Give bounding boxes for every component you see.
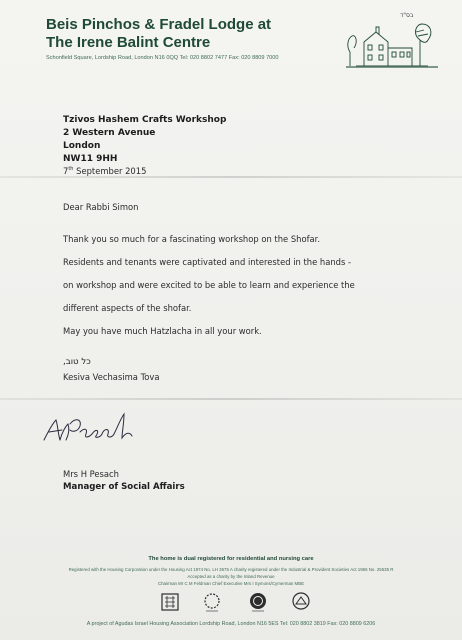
body-line: on workshop and were excited to be able to learn and experience the xyxy=(63,280,355,290)
accreditation-badge-icon xyxy=(160,592,180,614)
closing-phrase: Kesiva Vechasima Tova xyxy=(63,372,160,382)
handwritten-signature xyxy=(40,410,150,450)
body-line: different aspects of the shofar. xyxy=(63,303,192,313)
letterhead-title-line2: The Irene Balint Centre xyxy=(46,34,211,51)
recipient-address xyxy=(63,114,313,166)
recipient-line: NW11 9HH xyxy=(63,154,118,164)
letterhead-title xyxy=(46,16,316,52)
body-line: Thank you so much for a fascinating workshop on the Shofar. xyxy=(63,234,321,244)
recipient-line: 2 Western Avenue xyxy=(63,128,156,138)
letter-date xyxy=(63,166,403,176)
recipient-line: London xyxy=(63,141,101,151)
letterhead-address: Schonfield Square, Lordship Road, London N16 0QQ Tel: 020 8802 7477 Fax: 020 8809 7000 xyxy=(46,55,279,61)
letterhead-title-line1: Beis Pinchos & Fradel Lodge at xyxy=(46,16,272,33)
investors-badge-icon xyxy=(202,592,222,614)
footer-title: The home is dual registered for residential and nursing care xyxy=(148,556,314,562)
paper-fold xyxy=(0,176,462,178)
footer-project-line: A project of Agudas Israel Housing Association Lordship Road, London N16 5ES Tel: 020 8802 3819 Fax: 020 8809 6206 xyxy=(86,621,376,627)
quality-seal-icon xyxy=(248,592,268,614)
recipient-line: Tzivos Hashem Crafts Workshop xyxy=(63,115,227,125)
salutation: Dear Rabbi Simon xyxy=(63,202,139,212)
closing-hebrew: כל טוב, xyxy=(63,357,91,367)
footer-registration-line: Registered with the Housing Corporation under the Housing Act 1974 No. LH 3675 A charity registered under the Industrial & Provident Societies Act 1965 No. 25535 R xyxy=(68,567,394,572)
date-day: 7 xyxy=(63,166,69,176)
signer-title: Manager of Social Affairs xyxy=(63,482,185,492)
paper-fold xyxy=(0,398,462,400)
signer-name: Mrs H Pesach xyxy=(63,469,119,479)
footer-charity-line: Accepted as a charity by the Inland Revenue xyxy=(187,574,275,579)
body-line: Residents and tenants were captivated and interested in the hands - xyxy=(63,257,352,267)
body-line: May you have much Hatzlacha in all your work. xyxy=(63,326,262,336)
footer-officers-line: Chairman Mr C M Feldman Chief Executive Mrs I Symons/Cymerman MBE xyxy=(157,581,305,586)
registered-badge-icon xyxy=(291,592,311,614)
date-rest: September 2015 xyxy=(73,166,147,176)
date-suffix: th xyxy=(68,166,74,173)
building-logo-icon xyxy=(346,18,438,74)
hebrew-header-mark: בס"ד xyxy=(400,12,414,19)
